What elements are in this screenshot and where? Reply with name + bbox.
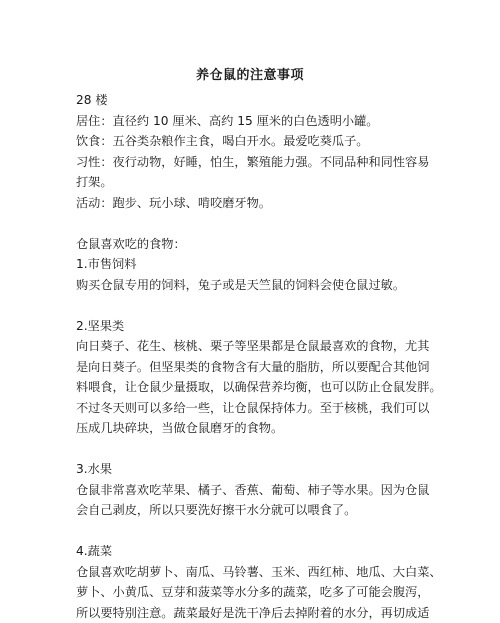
paragraph-line: 仓鼠非常喜欢吃苹果、橘子、香蕉、葡萄、柿子等水果。因为仓鼠 <box>76 480 428 501</box>
spacer <box>76 439 428 460</box>
section-heading-feed: 1.市售饲料 <box>76 254 428 275</box>
floor-label: 28 楼 <box>76 90 428 111</box>
section-heading-vegetables: 4.蔬菜 <box>76 541 428 562</box>
paragraph-line: 压成几块碎块，当做仓鼠磨牙的食物。 <box>76 418 428 439</box>
section-heading-fruit: 3.水果 <box>76 459 428 480</box>
activity-line: 活动：跑步、玩小球、啃咬磨牙物。 <box>76 193 428 214</box>
paragraph-line: 购买仓鼠专用的饲料，兔子或是天竺鼠的饲料会使仓鼠过敏。 <box>76 275 428 296</box>
habits-line: 习性：夜行动物，好睡，怕生，繁殖能力强。不同品种和同性容易 <box>76 152 428 173</box>
paragraph-line: 向日葵子、花生、核桃、栗子等坚果都是仓鼠最喜欢的食物，尤其 <box>76 336 428 357</box>
paragraph-line: 料喂食，让仓鼠少量摄取，以确保营养均衡，也可以防止仓鼠发胖。 <box>76 377 428 398</box>
paragraph-line: 是向日葵子。但坚果类的食物含有大量的脂肪，所以要配合其他饲 <box>76 357 428 378</box>
paragraph-line: 所以要特别注意。蔬菜最好是洗干净后去掉附着的水分，再切成适 <box>76 603 428 623</box>
paragraph-line: 仓鼠喜欢吃胡萝卜、南瓜、马铃薯、玉米、西红柿、地瓜、大白菜、 <box>76 562 428 583</box>
spacer <box>76 521 428 542</box>
foods-heading: 仓鼠喜欢吃的食物： <box>76 234 428 255</box>
habits-line-cont: 打架。 <box>76 172 428 193</box>
spacer <box>76 213 428 234</box>
section-heading-nuts: 2.坚果类 <box>76 316 428 337</box>
document-title: 养仓鼠的注意事项 <box>0 64 500 83</box>
paragraph-line: 萝卜、小黄瓜、豆芽和菠菜等水分多的蔬菜，吃多了可能会腹泻， <box>76 582 428 603</box>
paragraph-line: 不过冬天则可以多给一些，让仓鼠保持体力。至于核桃，我们可以 <box>76 398 428 419</box>
habitat-line: 居住：直径约 10 厘米、高约 15 厘米的白色透明小罐。 <box>76 111 428 132</box>
diet-line: 饮食：五谷类杂粮作主食，喝白开水。最爱吃葵瓜子。 <box>76 131 428 152</box>
spacer <box>76 295 428 316</box>
paragraph-line: 会自己剥皮，所以只要洗好擦干水分就可以喂食了。 <box>76 500 428 521</box>
document-body <box>76 90 428 623</box>
